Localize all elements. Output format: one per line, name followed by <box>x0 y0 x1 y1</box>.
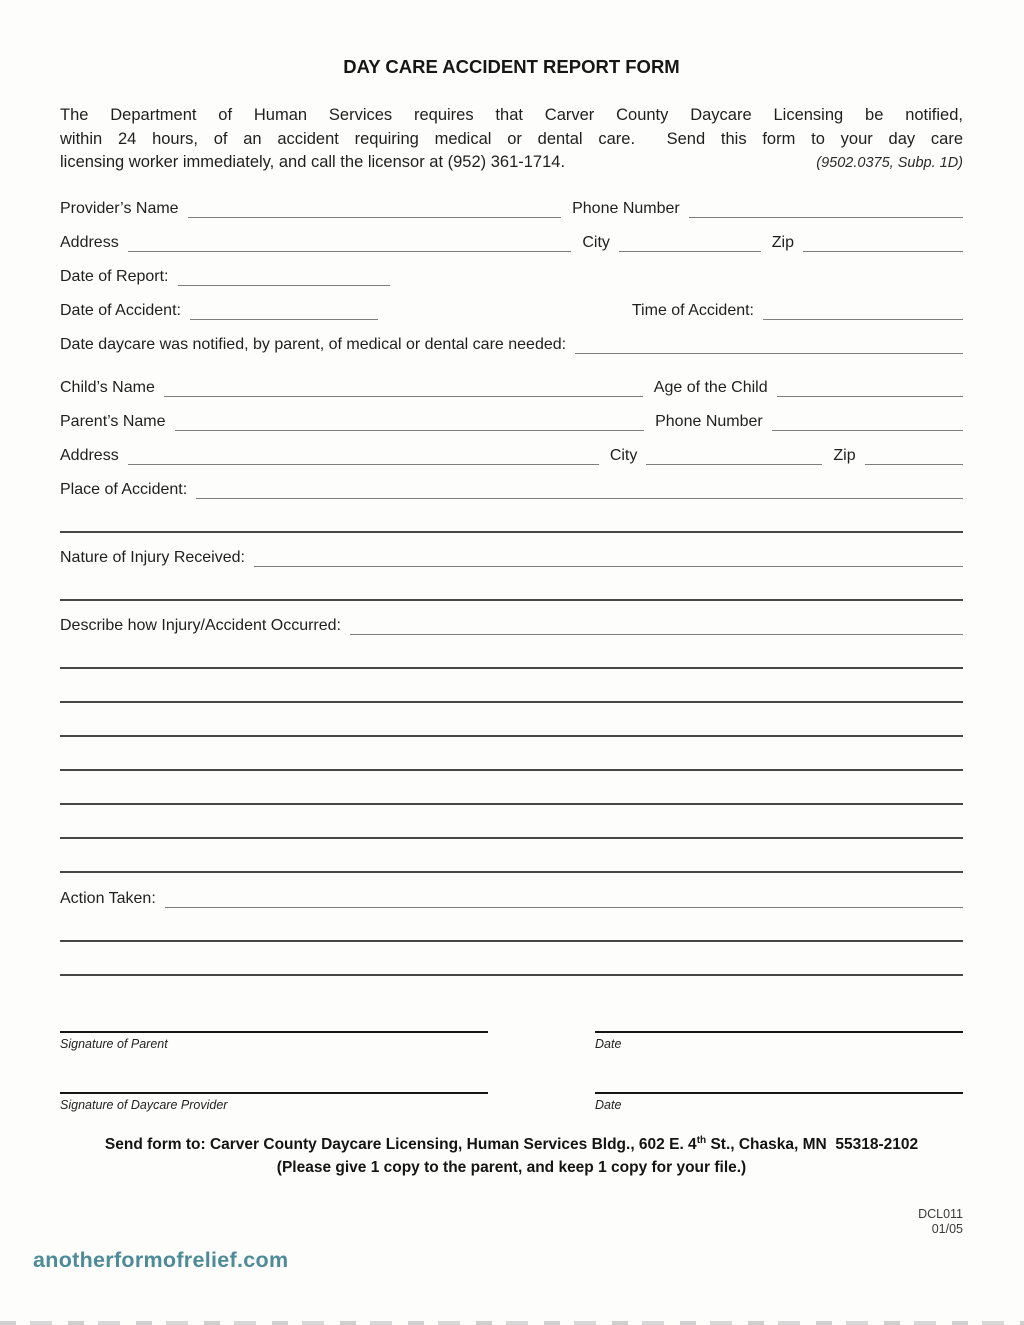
copy-note: (Please give 1 copy to the parent, and keep 1 copy for your file.) <box>276 1158 747 1176</box>
form-row-child <box>60 374 963 397</box>
action-taken-field[interactable] <box>165 886 963 908</box>
describe-how-field[interactable] <box>350 613 963 635</box>
intro-line-3: licensing worker immediately, and call the licensor at (952) 361-1714. <box>60 153 566 171</box>
describe-how-label: Describe how Injury/Accident Occurred: <box>60 616 341 634</box>
provider-date-cell <box>595 1092 963 1112</box>
send-form-to-text: Send form to: Carver County Daycare Licensing, Human Services Bldg., 602 E. 4 <box>104 1135 697 1153</box>
intro-paragraph <box>60 104 963 176</box>
blank-line-row <box>60 919 963 942</box>
signature-row-provider <box>60 1092 963 1112</box>
parent-phone-label: Phone Number <box>655 412 763 430</box>
zip-label: Zip <box>771 233 794 251</box>
blank-line-row <box>60 850 963 873</box>
form-row-parent-address <box>60 442 963 465</box>
childs-name-label: Child’s Name <box>60 378 155 396</box>
form-row-action-taken <box>60 885 963 908</box>
describe-line-7[interactable] <box>60 851 963 873</box>
form-row-date-of-report <box>60 263 963 286</box>
parent-city-field[interactable] <box>646 443 822 465</box>
provider-zip-field[interactable] <box>803 230 963 252</box>
provider-signature-cell <box>60 1092 488 1112</box>
parent-phone-field[interactable] <box>772 409 963 431</box>
nature-of-injury-extra-line[interactable] <box>60 579 963 601</box>
blank-line-row <box>60 578 963 601</box>
provider-phone-field[interactable] <box>689 196 963 218</box>
place-of-accident-field[interactable] <box>196 477 963 499</box>
parents-name-label: Parent’s Name <box>60 412 166 430</box>
blank-line-row <box>60 748 963 771</box>
parent-signature-cell <box>60 1031 488 1051</box>
date-of-report-field[interactable] <box>178 264 390 286</box>
blank-line-row <box>60 782 963 805</box>
signature-row-parent <box>60 1031 963 1051</box>
send-form-to-address: St., Chaska, MN 55318-2102 <box>706 1135 919 1153</box>
describe-line-6[interactable] <box>60 817 963 839</box>
describe-line-1[interactable] <box>60 647 963 669</box>
ordinal-superscript: th <box>696 1134 707 1146</box>
age-of-child-label: Age of the Child <box>653 378 768 396</box>
form-row-accident-date-time <box>60 297 963 320</box>
statute-reference: (9502.0375, Subp. 1D) <box>816 155 963 171</box>
parent-zip-field[interactable] <box>865 443 963 465</box>
form-body <box>60 195 963 976</box>
date-notified-label: Date daycare was notified, by parent, of medical or dental care needed: <box>60 335 567 353</box>
form-row-date-notified <box>60 331 963 354</box>
blank-line-row <box>60 680 963 703</box>
form-revision-date: 01/05 <box>931 1221 963 1236</box>
date-notified-field[interactable] <box>575 332 963 354</box>
describe-line-3[interactable] <box>60 715 963 737</box>
form-code-block <box>60 1207 963 1237</box>
address-label: Address <box>60 233 119 251</box>
provider-date-label: Date <box>595 1097 622 1112</box>
describe-line-4[interactable] <box>60 749 963 771</box>
action-taken-line-1[interactable] <box>60 920 963 942</box>
age-of-child-field[interactable] <box>777 375 963 397</box>
date-of-accident-field[interactable] <box>190 298 378 320</box>
parent-date-cell <box>595 1031 963 1051</box>
parents-name-field[interactable] <box>175 409 645 431</box>
blank-line-row <box>60 714 963 737</box>
describe-line-5[interactable] <box>60 783 963 805</box>
provider-city-field[interactable] <box>619 230 761 252</box>
form-code: DCL011 <box>918 1206 963 1221</box>
send-form-to-line <box>60 1133 963 1156</box>
nature-of-injury-label: Nature of Injury Received: <box>60 548 245 566</box>
date-of-report-label: Date of Report: <box>60 267 169 285</box>
action-taken-line-2[interactable] <box>60 954 963 976</box>
parent-signature-label: Signature of Parent <box>60 1036 168 1051</box>
provider-name-label: Provider’s Name <box>60 199 179 217</box>
childs-name-field[interactable] <box>164 375 643 397</box>
send-instructions <box>60 1133 963 1179</box>
intro-line-1: The Department of Human Services requires that Carver County Daycare Licensing be notified, <box>60 106 963 124</box>
form-row-provider <box>60 195 963 218</box>
provider-address-field[interactable] <box>128 230 572 252</box>
form-row-describe-how <box>60 612 963 635</box>
place-of-accident-extra-line[interactable] <box>60 511 963 533</box>
parent-address-label: Address <box>60 446 119 464</box>
blank-line-row <box>60 510 963 533</box>
blank-line-row <box>60 816 963 839</box>
parent-address-field[interactable] <box>128 443 599 465</box>
city-label: City <box>582 233 610 251</box>
scan-edge-artifact <box>0 1321 1024 1325</box>
parent-zip-label: Zip <box>833 446 856 464</box>
form-row-provider-address <box>60 229 963 252</box>
action-taken-label: Action Taken: <box>60 889 156 907</box>
form-row-place-of-accident <box>60 476 963 499</box>
page-title: DAY CARE ACCIDENT REPORT FORM <box>343 56 680 77</box>
parent-city-label: City <box>609 446 638 464</box>
blank-line-row <box>60 953 963 976</box>
place-of-accident-label: Place of Accident: <box>60 480 188 498</box>
nature-of-injury-field[interactable] <box>254 545 963 567</box>
form-row-nature-of-injury <box>60 544 963 567</box>
provider-signature-label: Signature of Daycare Provider <box>60 1097 228 1112</box>
provider-name-field[interactable] <box>188 196 562 218</box>
time-of-accident-label: Time of Accident: <box>631 301 754 319</box>
time-of-accident-field[interactable] <box>763 298 963 320</box>
date-of-accident-label: Date of Accident: <box>60 301 181 319</box>
watermark-url: anotherformofrelief.com <box>33 1247 289 1272</box>
describe-line-2[interactable] <box>60 681 963 703</box>
parent-date-label: Date <box>595 1036 622 1051</box>
form-row-parent <box>60 408 963 431</box>
blank-line-row <box>60 646 963 669</box>
phone-number-label: Phone Number <box>572 199 680 217</box>
intro-line-2: within 24 hours, of an accident requiring medical or dental care. Send this form to your day care <box>60 129 963 148</box>
